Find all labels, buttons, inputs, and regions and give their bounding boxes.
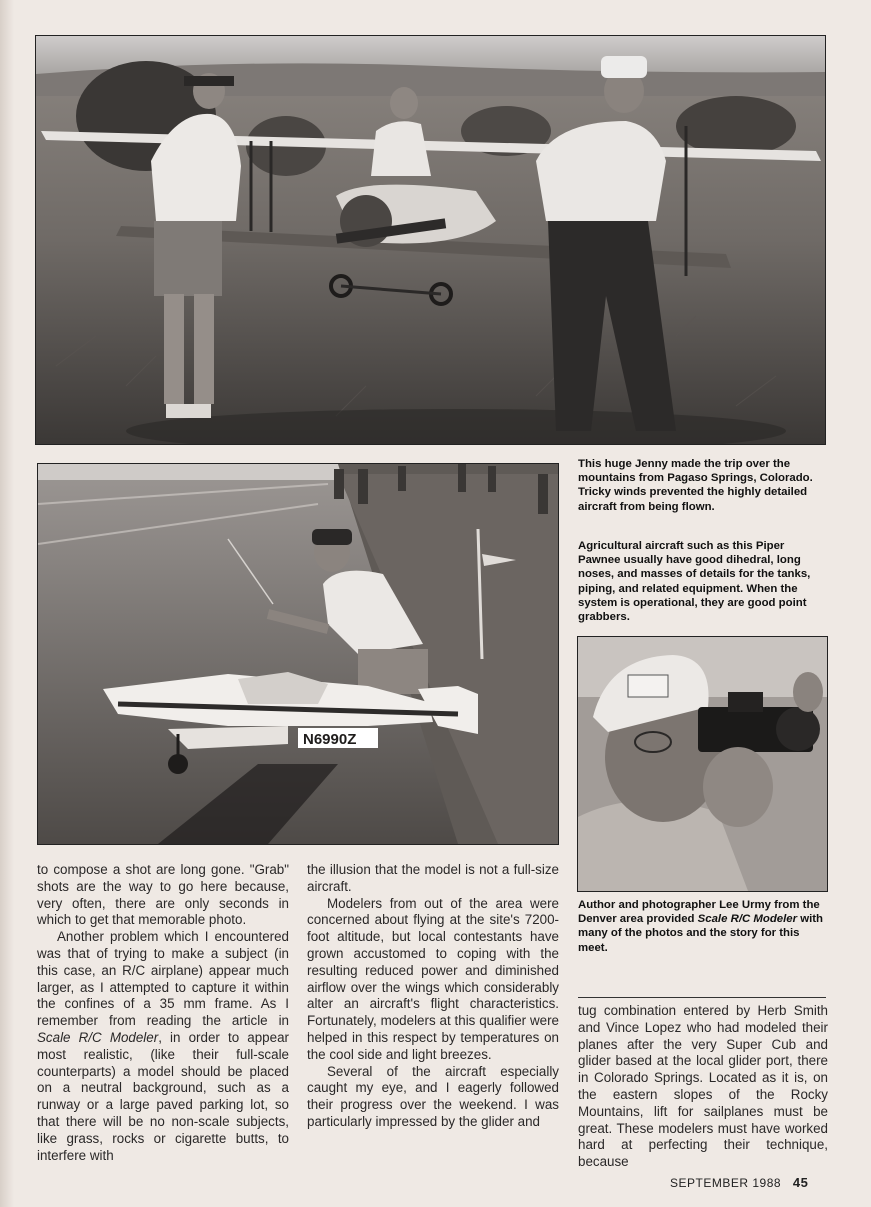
caption-jenny: This huge Jenny made the trip over the mountains from Pagaso Springs, Colorado. Tricky winds prevented the highly detailed aircraft from being flown. (578, 458, 813, 513)
col1-paragraph-2 (37, 929, 289, 1164)
page-number: 45 (792, 1175, 809, 1190)
caption-author-suffix: with many of the photos and the story for this meet. (578, 913, 823, 954)
col1-paragraph-1: to compose a shot are long gone. "Grab" shots are the way to go here because, very often, there are only seconds in which to get that memorable photo. (37, 862, 289, 928)
caption-pawnee: Agricultural aircraft such as this Piper Pawnee usually have good dihedral, long noses, and masses of details for the tanks, piping, and related equipment. When the system is operational, they are good point grabbers. (578, 540, 811, 624)
col1-paragraph-2-a: Another problem which I encountered was that of trying to make a subject (in this case, an R/C airplane) appear much larger, as I attempted to capture it within the confines of a 35 mm frame. As I remember from reading the article in (37, 929, 289, 1029)
photo-photographer (577, 636, 828, 892)
col1-magazine-title: Scale R/C Modeler (37, 1029, 159, 1045)
col3-paragraph-1: tug combination entered by Herb Smith and Vince Lopez who had modeled their planes after the very Super Cub and glider based at the local glider port, there in Colorado Springs. Located as it is, on the eastern slopes of the Rocky Mountains, lift for sailplanes must be great. These modelers must have worked hard at perfecting their technique, because (578, 1003, 828, 1170)
col2-paragraph-2: Modelers from out of the area were concerned about flying at the site's 7200-foot altitude, but local contestants have grown accustomed to coping with the resulting reduced power and diminished airflow over the wings which considerably alter an aircraft's flight characteristics. Fortunately, modelers at this qualifier were helped in this respect by temperatures on the cool side and light breezes. (307, 895, 559, 1062)
col1-paragraph-2-b: , in order to appear most realistic, (like their full-scale counterparts) a model should be placed on a neutral background, such as a runway or a large paved parking lot, so that there will be no non-scale subjects, like grass, rocks or cigarette butts, to interfere with (37, 1029, 289, 1163)
body-column-3 (578, 1003, 828, 1171)
page-footer (670, 1175, 808, 1190)
body-column-2 (307, 862, 559, 1131)
column-3-rule (578, 997, 826, 998)
caption-author (578, 898, 828, 955)
footer-issue: SEPTEMBER 1988 (670, 1176, 782, 1190)
caption-author-magazine: Scale R/C Modeler (697, 913, 798, 926)
body-column-1 (37, 862, 289, 1164)
registration-mark: N6990Z (303, 731, 357, 748)
photo-piper-pawnee (37, 463, 559, 845)
col2-paragraph-3: Several of the aircraft especially caught my eye, and I eagerly followed their progress over the weekend. I was particularly impressed by the glider and (307, 1063, 559, 1129)
col2-paragraph-1: the illusion that the model is not a full-size aircraft. (307, 862, 559, 894)
page-edge (0, 0, 14, 1207)
caption-author-prefix: Author and photographer Lee Urmy from the Denver area provided (578, 899, 820, 926)
photo-jenny-biplane (35, 35, 826, 445)
